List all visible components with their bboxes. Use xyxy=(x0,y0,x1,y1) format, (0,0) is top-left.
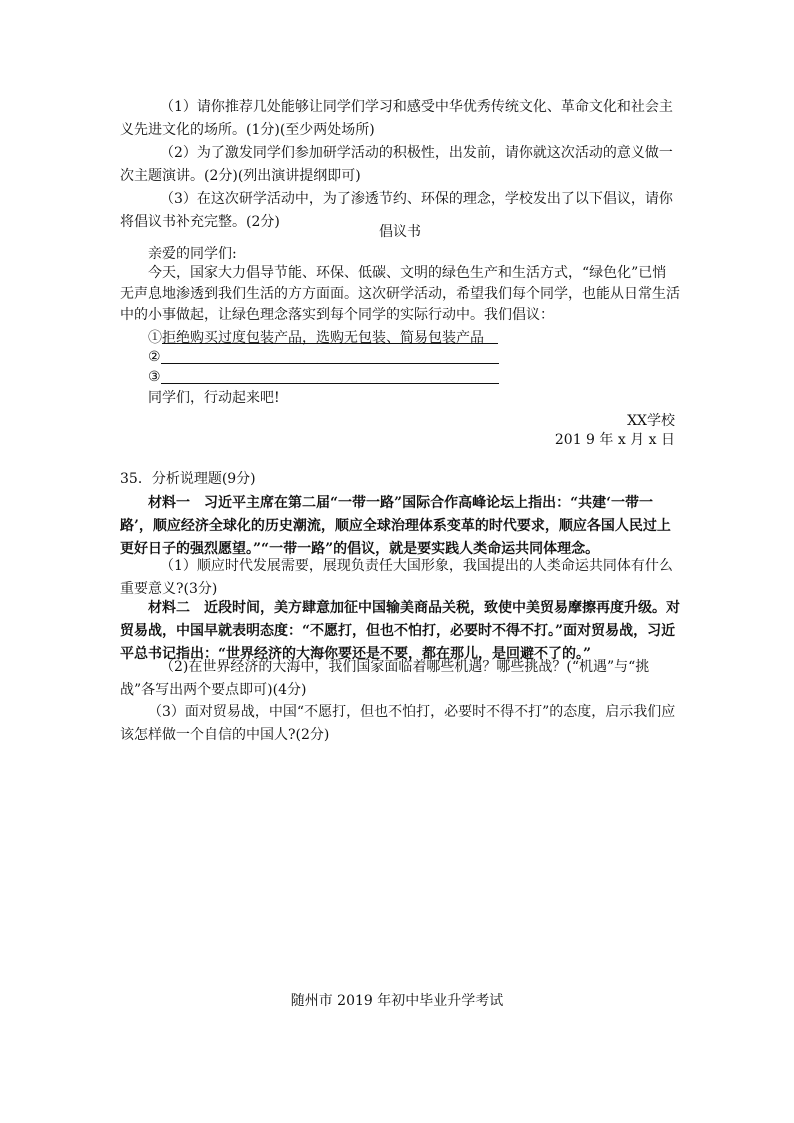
q35-heading: 35．分析说理题(9分) xyxy=(120,471,256,487)
proposal-greeting: 亲爱的同学们: xyxy=(148,246,237,262)
item-2-blank[interactable] xyxy=(161,348,499,364)
proposal-closing: 同学们，行动起来吧! xyxy=(148,390,280,406)
item-1-text: 拒绝购买过度包装产品，选购无包装、简易包装产品 xyxy=(162,330,484,346)
q34-sub1: （1）请你推荐几处能够让同学们学习和感受中华优秀传统文化、革命文化和社会主义先进文化的场所。(1分)(至少两处场所) xyxy=(120,99,673,138)
proposal-item-3 xyxy=(148,366,688,389)
q35-material-2: 材料二 近段时间，美方肆意加征中国输美商品关税，致使中美贸易摩擦再度升级。对贸易战，中国早就表明态度：“不愿打，但也不怕打，必要时不得不打。”面对贸易战，习近平总书记指出：“世界经济的大海你要还是不要，都在那儿，是回避不了的。” xyxy=(120,600,680,662)
q35-sub1: （1）顺应时代发展需要，展现负责任大国形象，我国提出的人类命运共同体有什么重要意义?(3分) xyxy=(120,558,673,597)
q34-sub2: （2）为了激发同学们参加研学活动的积极性，出发前，请你就这次活动的意义做一次主题演讲。(2分)(列出演讲提纲即可) xyxy=(120,145,673,184)
item-2-mark: ② xyxy=(148,349,161,365)
proposal-signer: XX学校 xyxy=(627,413,675,429)
item-3-mark: ③ xyxy=(148,369,161,385)
proposal-body: 今天，国家大力倡导节能、环保、低碳、文明的绿色生产和生活方式，“绿色化”已悄无声息地渗透到我们生活的方方面面。这次研学活动，希望我们每个同学，也能从日常生活中的小事做起，让绿色理念落实到每个同学的实际行动中。我们倡议： xyxy=(120,265,680,323)
page-footer: 随州市 2019 年初中毕业升学考试 xyxy=(290,993,504,1009)
item-1-mark: ① xyxy=(148,330,162,346)
q35-material-1: 材料一 习近平主席在第二届“一带一路”国际合作高峰论坛上指出：“共建‘一带一路’，顺应经济全球化的历史潮流，顺应全球治理体系变革的时代要求，顺应各国人民过上更好日子的强烈愿望。”“一带一路”的倡议，就是要实践人类命运共同体理念。 xyxy=(120,495,671,557)
proposal-title: 倡议书 xyxy=(379,224,421,240)
q34-sub3: （3）在这次研学活动中，为了渗透节约、环保的理念，学校发出了以下倡议，请你将倡议书补充完整。(2分) xyxy=(120,191,673,230)
q35-sub3: （3）面对贸易战，中国“不愿打，但也不怕打，必要时不得不打”的态度，启示我们应该怎样做一个自信的中国人?(2分) xyxy=(120,704,676,743)
item-3-blank[interactable] xyxy=(161,368,499,384)
proposal-date: 201 9 年 x 月 x 日 xyxy=(554,432,675,448)
q35-sub2: （2)在世界经济的大海中，我们国家面临着哪些机遇？哪些挑战？(“机遇”与“挑战”各写出两个要点即可)(4分) xyxy=(120,659,650,698)
